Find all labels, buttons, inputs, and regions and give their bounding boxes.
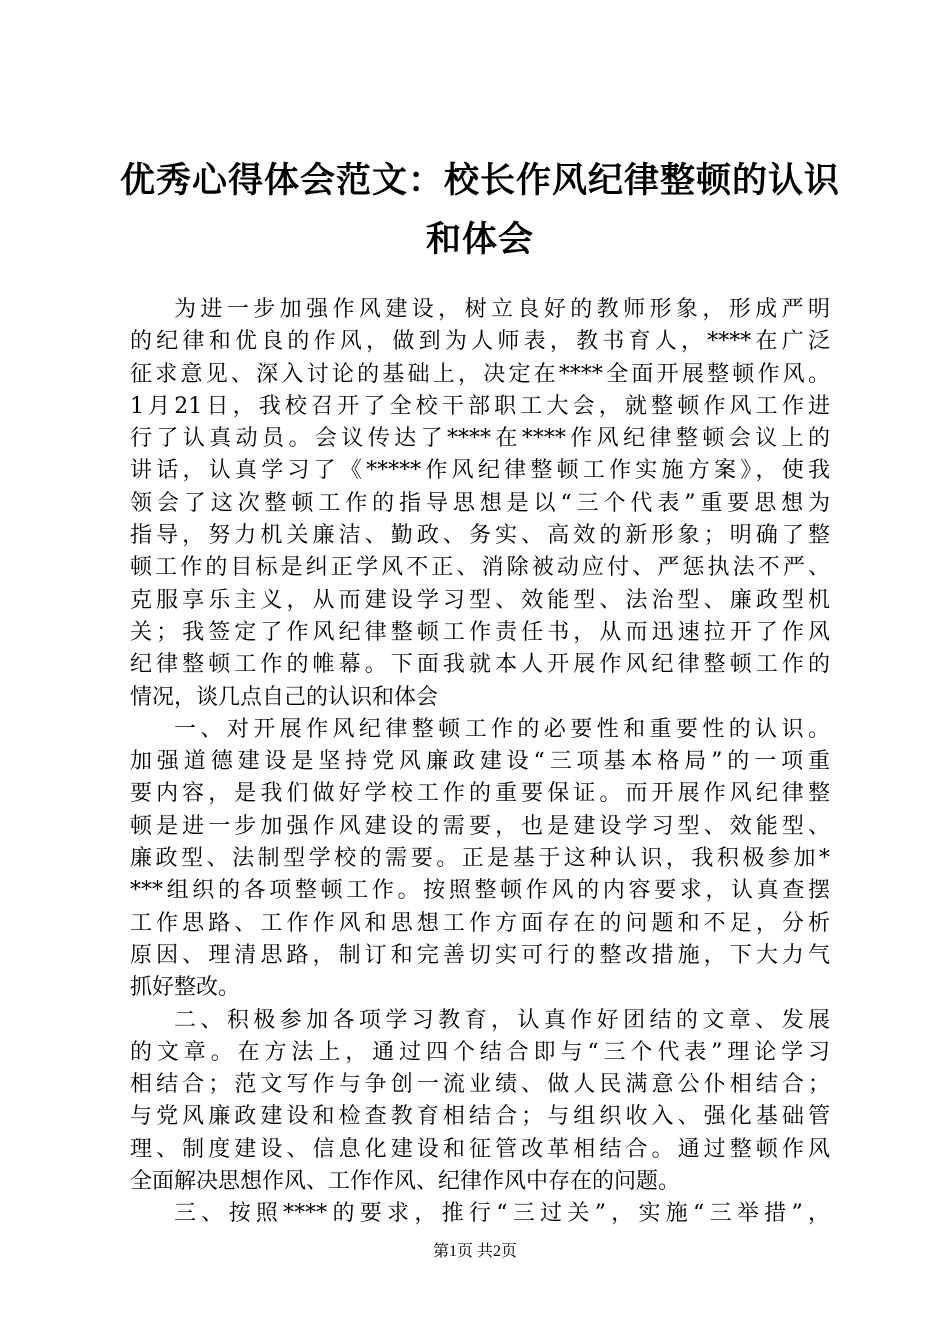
body-line: 顿工作的目标是纠正学风不正、消除被动应付、严惩执法不严、	[130, 555, 830, 581]
body-line: 抓好整改。	[130, 975, 241, 1001]
body-line: 征求意见、深入讨论的基础上，决定在****全面开展整顿作风。	[130, 361, 830, 387]
body-line: 加强道德建设是坚持党风廉政建设“三项基本格局”的一项重	[130, 749, 830, 775]
body-line: 情况，谈几点自己的认识和体会	[130, 684, 439, 710]
body-line: 克服享乐主义，从而建设学习型、效能型、法治型、廉政型机	[130, 587, 830, 613]
body-line: 讲话，认真学习了《*****作风纪律整顿工作实施方案》，使我	[130, 458, 830, 484]
body-line: 二、积极参加各项学习教育，认真作好团结的文章、发展	[174, 1007, 830, 1033]
body-line: 一、对开展作风纪律整顿工作的必要性和重要性的认识。	[174, 716, 830, 742]
body-line: 的文章。在方法上，通过四个结合即与“三个代表”理论学习	[130, 1039, 830, 1065]
body-line: 1月21日，我校召开了全校干部职工大会，就整顿作风工作进	[130, 393, 830, 419]
body-line: 的纪律和优良的作风，做到为人师表，教书育人，****在广泛	[130, 329, 830, 355]
body-line: 与党风廉政建设和检查教育相结合；与组织收入、强化基础管	[130, 1104, 830, 1130]
body-line: 理、制度建设、信息化建设和征管改革相结合。通过整顿作风	[130, 1136, 830, 1162]
document-title-line-2: 和体会	[425, 219, 534, 260]
body-line: 相结合；范文写作与争创一流业绩、做人民满意公仆相结合；	[130, 1072, 830, 1098]
document-body	[130, 294, 830, 1231]
body-line: 纪律整顿工作的帷幕。下面我就本人开展作风纪律整顿工作的	[130, 652, 830, 678]
page-number-footer: 第1页 共2页	[432, 1243, 517, 1260]
body-line: 指导，努力机关廉洁、勤政、务实、高效的新形象；明确了整	[130, 523, 830, 549]
body-line: 顿是进一步加强作风建设的需要，也是建设学习型、效能型、	[130, 813, 830, 839]
body-line: 关；我签定了作风纪律整顿工作责任书，从而迅速拉开了作风	[130, 619, 830, 645]
body-line: 原因、理清思路，制订和完善切实可行的整改措施，下大力气	[130, 942, 830, 968]
body-line: 三、按照****的要求，推行“三过关”，实施“三举措”，	[174, 1201, 830, 1227]
body-line: 行了认真动员。会议传达了****在****作风纪律整顿会议上的	[130, 426, 830, 452]
body-line: 全面解决思想作风、工作作风、纪律作风中存在的问题。	[130, 1169, 681, 1195]
document-title-line-1: 优秀心得体会范文：校长作风纪律整顿的认识	[119, 160, 840, 201]
body-line: 廉政型、法制型学校的需要。正是基于这种认识，我积极参加*	[130, 846, 830, 872]
body-line: ***组织的各项整顿工作。按照整顿作风的内容要求，认真查摆	[130, 878, 830, 904]
body-line: 为进一步加强作风建设，树立良好的教师形象，形成严明	[174, 297, 830, 322]
body-line: 要内容，是我们做好学校工作的重要保证。而开展作风纪律整	[130, 781, 830, 807]
body-line: 工作思路、工作作风和思想工作方面存在的问题和不足，分析	[130, 910, 830, 936]
body-line: 领会了这次整顿工作的指导思想是以“三个代表”重要思想为	[130, 490, 830, 516]
